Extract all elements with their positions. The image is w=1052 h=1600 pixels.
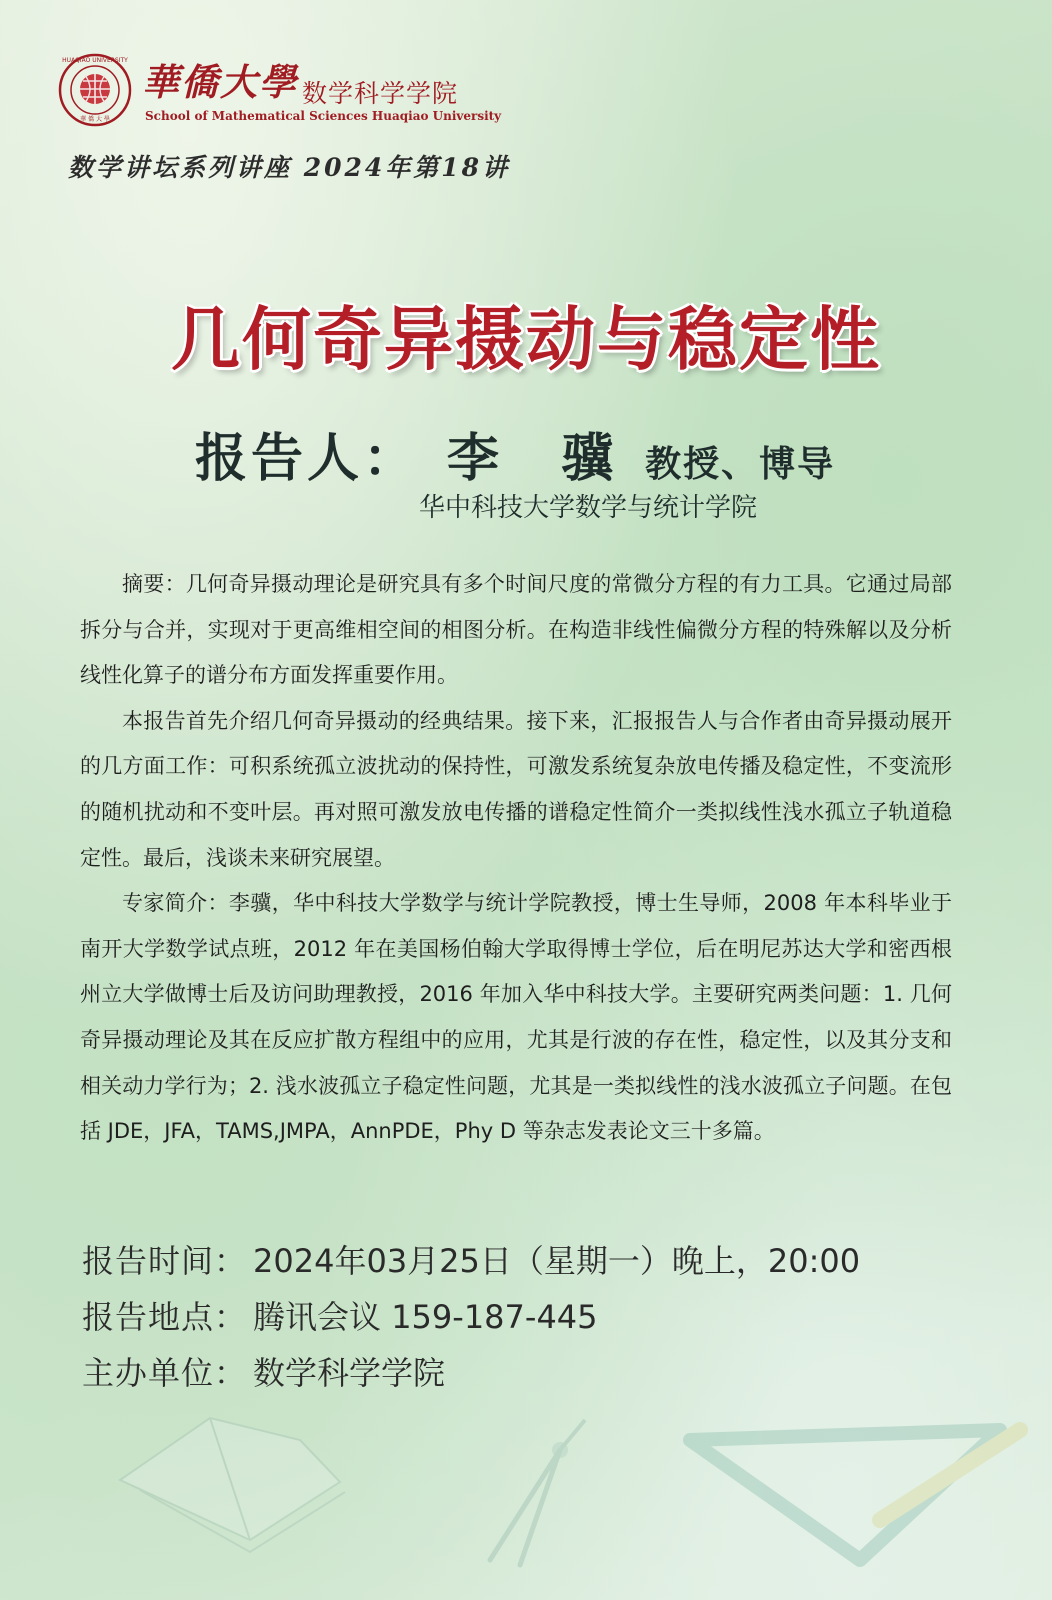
open-book-icon (120, 1418, 345, 1552)
speaker-affiliation: 华中科技大学数学与统计学院 (419, 493, 758, 523)
lecture-title: 几何奇异摄动与稳定性 (171, 300, 881, 380)
info-host (82, 1348, 445, 1394)
university-seal-icon (58, 53, 132, 127)
host-label: 主办单位： (82, 1354, 248, 1392)
time-value: 2024年03月25日（星期一）晚上，20:00 (253, 1242, 861, 1280)
speaker-name: 李 骥 (447, 429, 636, 489)
school-name-english: School of Mathematical Sciences Huaqiao University (145, 109, 502, 123)
abstract-body (80, 562, 952, 1155)
place-label: 报告地点： (82, 1298, 248, 1336)
svg-text:HUAQIAO UNIVERSITY: HUAQIAO UNIVERSITY (62, 57, 128, 64)
svg-text:華 僑 大 學: 華 僑 大 學 (80, 116, 110, 123)
speaker-label: 报告人： (195, 429, 420, 489)
time-label: 报告时间： (82, 1242, 248, 1280)
school-name: 数学科学学院 (302, 79, 459, 108)
report-outline-paragraph: 本报告首先介绍几何奇异摄动的经典结果。接下来，汇报报告人与合作者由奇异摄动展开的几方面工作：可积系统孤立波扰动的保持性，可激发系统复杂放电传播及稳定性，不变流形的随机扰动和不变叶层。再对照可激发放电传播的谱稳定性简介一类拟线性浅水孤立子轨道稳定性。最后，浅谈未来研究展望。 (80, 708, 952, 870)
speaker-titles: 教授、博导 (645, 444, 836, 485)
info-place (82, 1292, 598, 1338)
compass-icon (490, 1420, 585, 1565)
place-value: 腾讯会议 159-187-445 (253, 1298, 598, 1336)
abstract-paragraph: 摘要：几何奇异摄动理论是研究具有多个时间尺度的常微分方程的有力工具。它通过局部拆分与合并，实现对于更高维相空间的相图分析。在构造非线性偏微分方程的特殊解以及分析线性化算子的谱分布方面发挥重要作用。 (80, 572, 952, 688)
info-time (82, 1236, 860, 1282)
speaker-line (195, 416, 835, 491)
triangle-ruler-icon (690, 1430, 1020, 1560)
university-name: 華僑大學 (142, 60, 298, 104)
lecture-series: 数学讲坛系列讲座 2024年第18讲 (68, 153, 511, 182)
host-value: 数学科学学院 (253, 1354, 446, 1392)
speaker-bio-paragraph: 专家简介：李骥，华中科技大学数学与统计学院教授，博士生导师，2008 年本科毕业于南开大学数学试点班，2012 年在美国杨伯翰大学取得博士学位，后在明尼苏达大学和密西根州立大学做博士后及访问助理教授，2016 年加入华中科技大学。主要研究两类问题：1. 几何奇异摄动理论及其在反应扩散方程组中的应用，尤其是行波的存在性，稳定性，以及其分支和相关动力学行为；2. 浅水波孤立子稳定性问题，尤其是一类拟线性的浅水波孤立子问题。在包括 JDE，JFA，TAMS,JMPA，AnnPDE，Phy D 等杂志发表论文三十多篇。 (80, 891, 952, 1144)
